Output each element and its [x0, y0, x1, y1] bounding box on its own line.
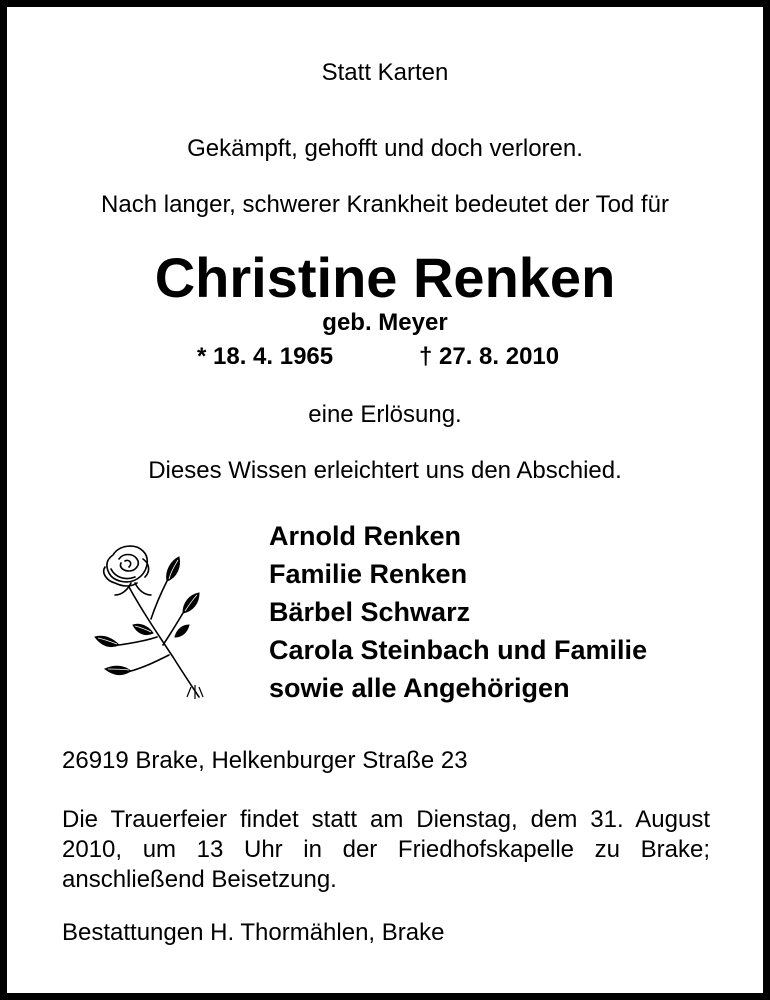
header-text: Statt Karten: [321, 59, 449, 86]
mourners-list: [269, 517, 647, 707]
death-date: † 27. 8. 2010: [419, 343, 560, 370]
funeral-home: Bestattungen H. Thormählen, Brake: [62, 919, 445, 946]
mourner-name: sowie alle Angehörigen: [269, 673, 570, 703]
quote-text: Gekämpft, gehofft und doch verloren.: [187, 135, 583, 162]
relief-text: eine Erlösung.: [308, 401, 462, 428]
birth-date: * 18. 4. 1965: [197, 343, 334, 370]
intro-text: Nach langer, schwerer Krankheit bedeutet der Tod für: [101, 191, 669, 218]
deceased-name: Christine Renken: [154, 246, 616, 309]
mourner-name: Bärbel Schwarz: [269, 597, 471, 627]
maiden-name: geb. Meyer: [322, 309, 448, 336]
mourner-name: Arnold Renken: [269, 521, 462, 551]
mourner-name: Carola Steinbach und Familie: [269, 635, 648, 665]
mourner-name: Familie Renken: [269, 559, 468, 589]
comfort-text: Dieses Wissen erleichtert uns den Abschied.: [148, 457, 622, 484]
service-details: Die Trauerfeier findet statt am Dienstag, dem 31. August 2010, um 13 Uhr in der Friedhofskapelle zu Brake; anschließend Beisetzung.: [62, 806, 710, 893]
rose-illustration: [91, 537, 221, 702]
address-text: 26919 Brake, Helkenburger Straße 23: [62, 747, 468, 774]
